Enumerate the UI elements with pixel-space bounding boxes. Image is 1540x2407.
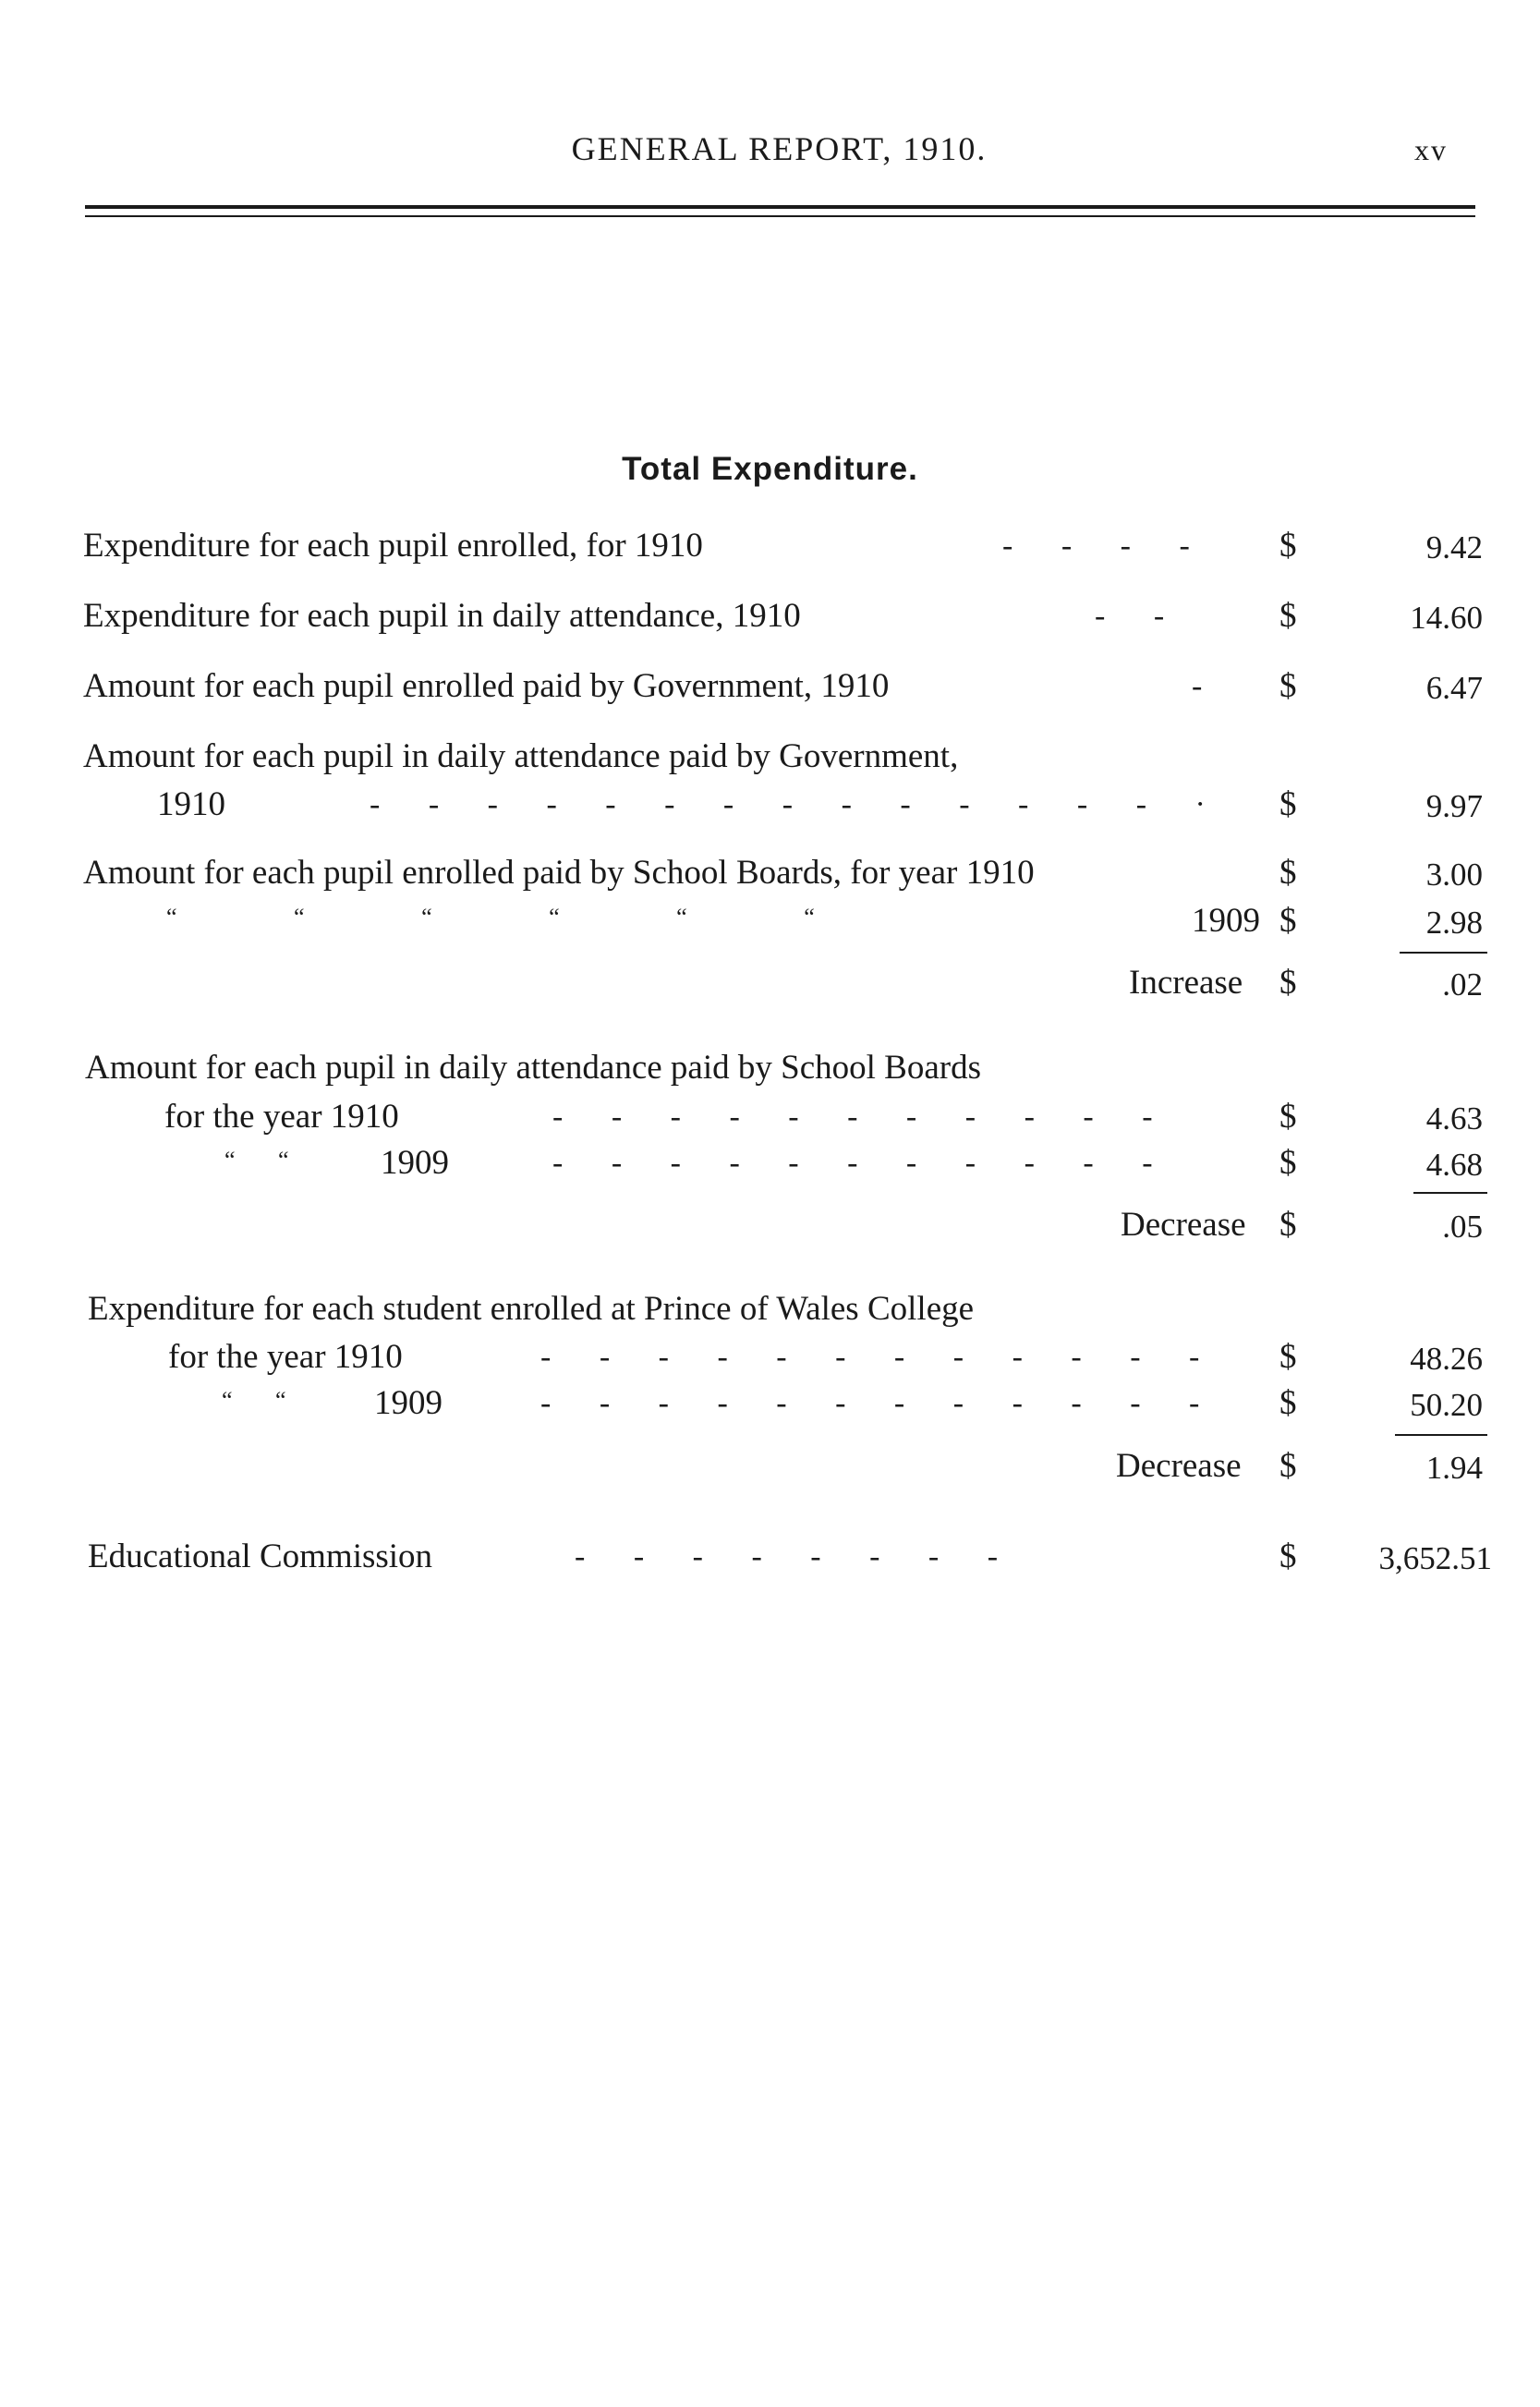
row-label: 1909 [374,1384,443,1422]
row-label: 1910 [157,785,225,823]
currency-sign: $ [1279,1447,1297,1485]
currency-sign: $ [1279,1384,1297,1422]
row-leader: - - - - - - - - - - - [552,1146,1173,1180]
row-label: Expenditure for each pupil enrolled, for 1910 [83,527,703,565]
row-value: .05 [1442,1209,1483,1245]
currency-sign: $ [1279,1144,1297,1182]
row-label: Educational Commission [88,1538,433,1575]
row-value: 50.20 [1410,1387,1483,1423]
ditto-marks: “ “ [222,1387,286,1414]
row-value: 2.98 [1425,905,1483,941]
ditto-marks: “ “ [224,1147,289,1173]
ditto-marks: “ “ “ “ “ “ [166,904,815,930]
row-value: 9.42 [1425,529,1483,565]
row-leader: - - - - - - - - - - - - [540,1340,1220,1374]
row-label: 1909 [381,1144,449,1182]
page-header [83,129,1475,185]
currency-sign: $ [1279,527,1297,565]
sum-rule [1400,952,1487,954]
row-value: 4.63 [1425,1100,1483,1137]
report-title: GENERAL REPORT, 1910. [571,130,988,167]
row-leader: - - - - - - - - - - - - [540,1386,1220,1420]
currency-sign: $ [1279,1338,1297,1376]
row-label: Amount for each pupil in daily attendance paid by School Boards [85,1049,981,1087]
row-value: 48.26 [1410,1341,1483,1377]
currency-sign: $ [1279,597,1297,635]
row-label: for the year 1910 [168,1338,403,1376]
page-number: xv [1414,133,1448,166]
currency-sign: $ [1279,854,1297,892]
row-label: Amount for each pupil enrolled paid by School Boards, for year 1910 [83,854,1035,892]
currency-sign: $ [1279,1538,1297,1575]
row-label: Amount for each pupil in daily attendance paid by Government, [83,737,959,775]
row-leader: - - - - - - - - - - - [552,1100,1173,1134]
row-leader: - - [1095,599,1185,633]
row-label: Expenditure for each pupil in daily attendance, 1910 [83,597,801,635]
header-rule-thin [85,215,1475,217]
currency-sign: $ [1279,785,1297,823]
row-value: 3,652.51 [1378,1540,1492,1576]
currency-sign: $ [1279,667,1297,705]
currency-sign: $ [1279,964,1297,1002]
row-value: 6.47 [1425,670,1483,706]
row-label: Amount for each pupil enrolled paid by Government, 1910 [83,667,890,705]
sum-rule [1395,1434,1487,1436]
header-rule-thick [85,205,1475,209]
row-value: .02 [1442,966,1483,1003]
row-value: 4.68 [1425,1147,1483,1183]
row-label: 1909 [1192,902,1260,940]
currency-sign: $ [1279,902,1297,940]
row-label: Expenditure for each student enrolled at Prince of Wales College [88,1290,975,1328]
sum-rule [1413,1192,1487,1194]
row-label: Decrease [1116,1447,1242,1485]
row-value: 14.60 [1410,600,1483,636]
currency-sign: $ [1279,1098,1297,1136]
row-leader: - [1192,669,1223,703]
row-leader: - - - - - - - - - - - - - - · [370,787,1226,821]
row-value: 9.97 [1425,788,1483,824]
row-label: Increase [1129,964,1243,1002]
row-value: 3.00 [1425,857,1483,893]
row-value: 1.94 [1425,1450,1483,1486]
row-leader: - - - - - - - - [575,1539,1019,1574]
section-title: Total Expenditure. [622,451,918,487]
row-label: Decrease [1121,1206,1246,1244]
row-leader: - - - - [1002,529,1210,563]
currency-sign: $ [1279,1206,1297,1244]
row-label: for the year 1910 [164,1098,399,1136]
